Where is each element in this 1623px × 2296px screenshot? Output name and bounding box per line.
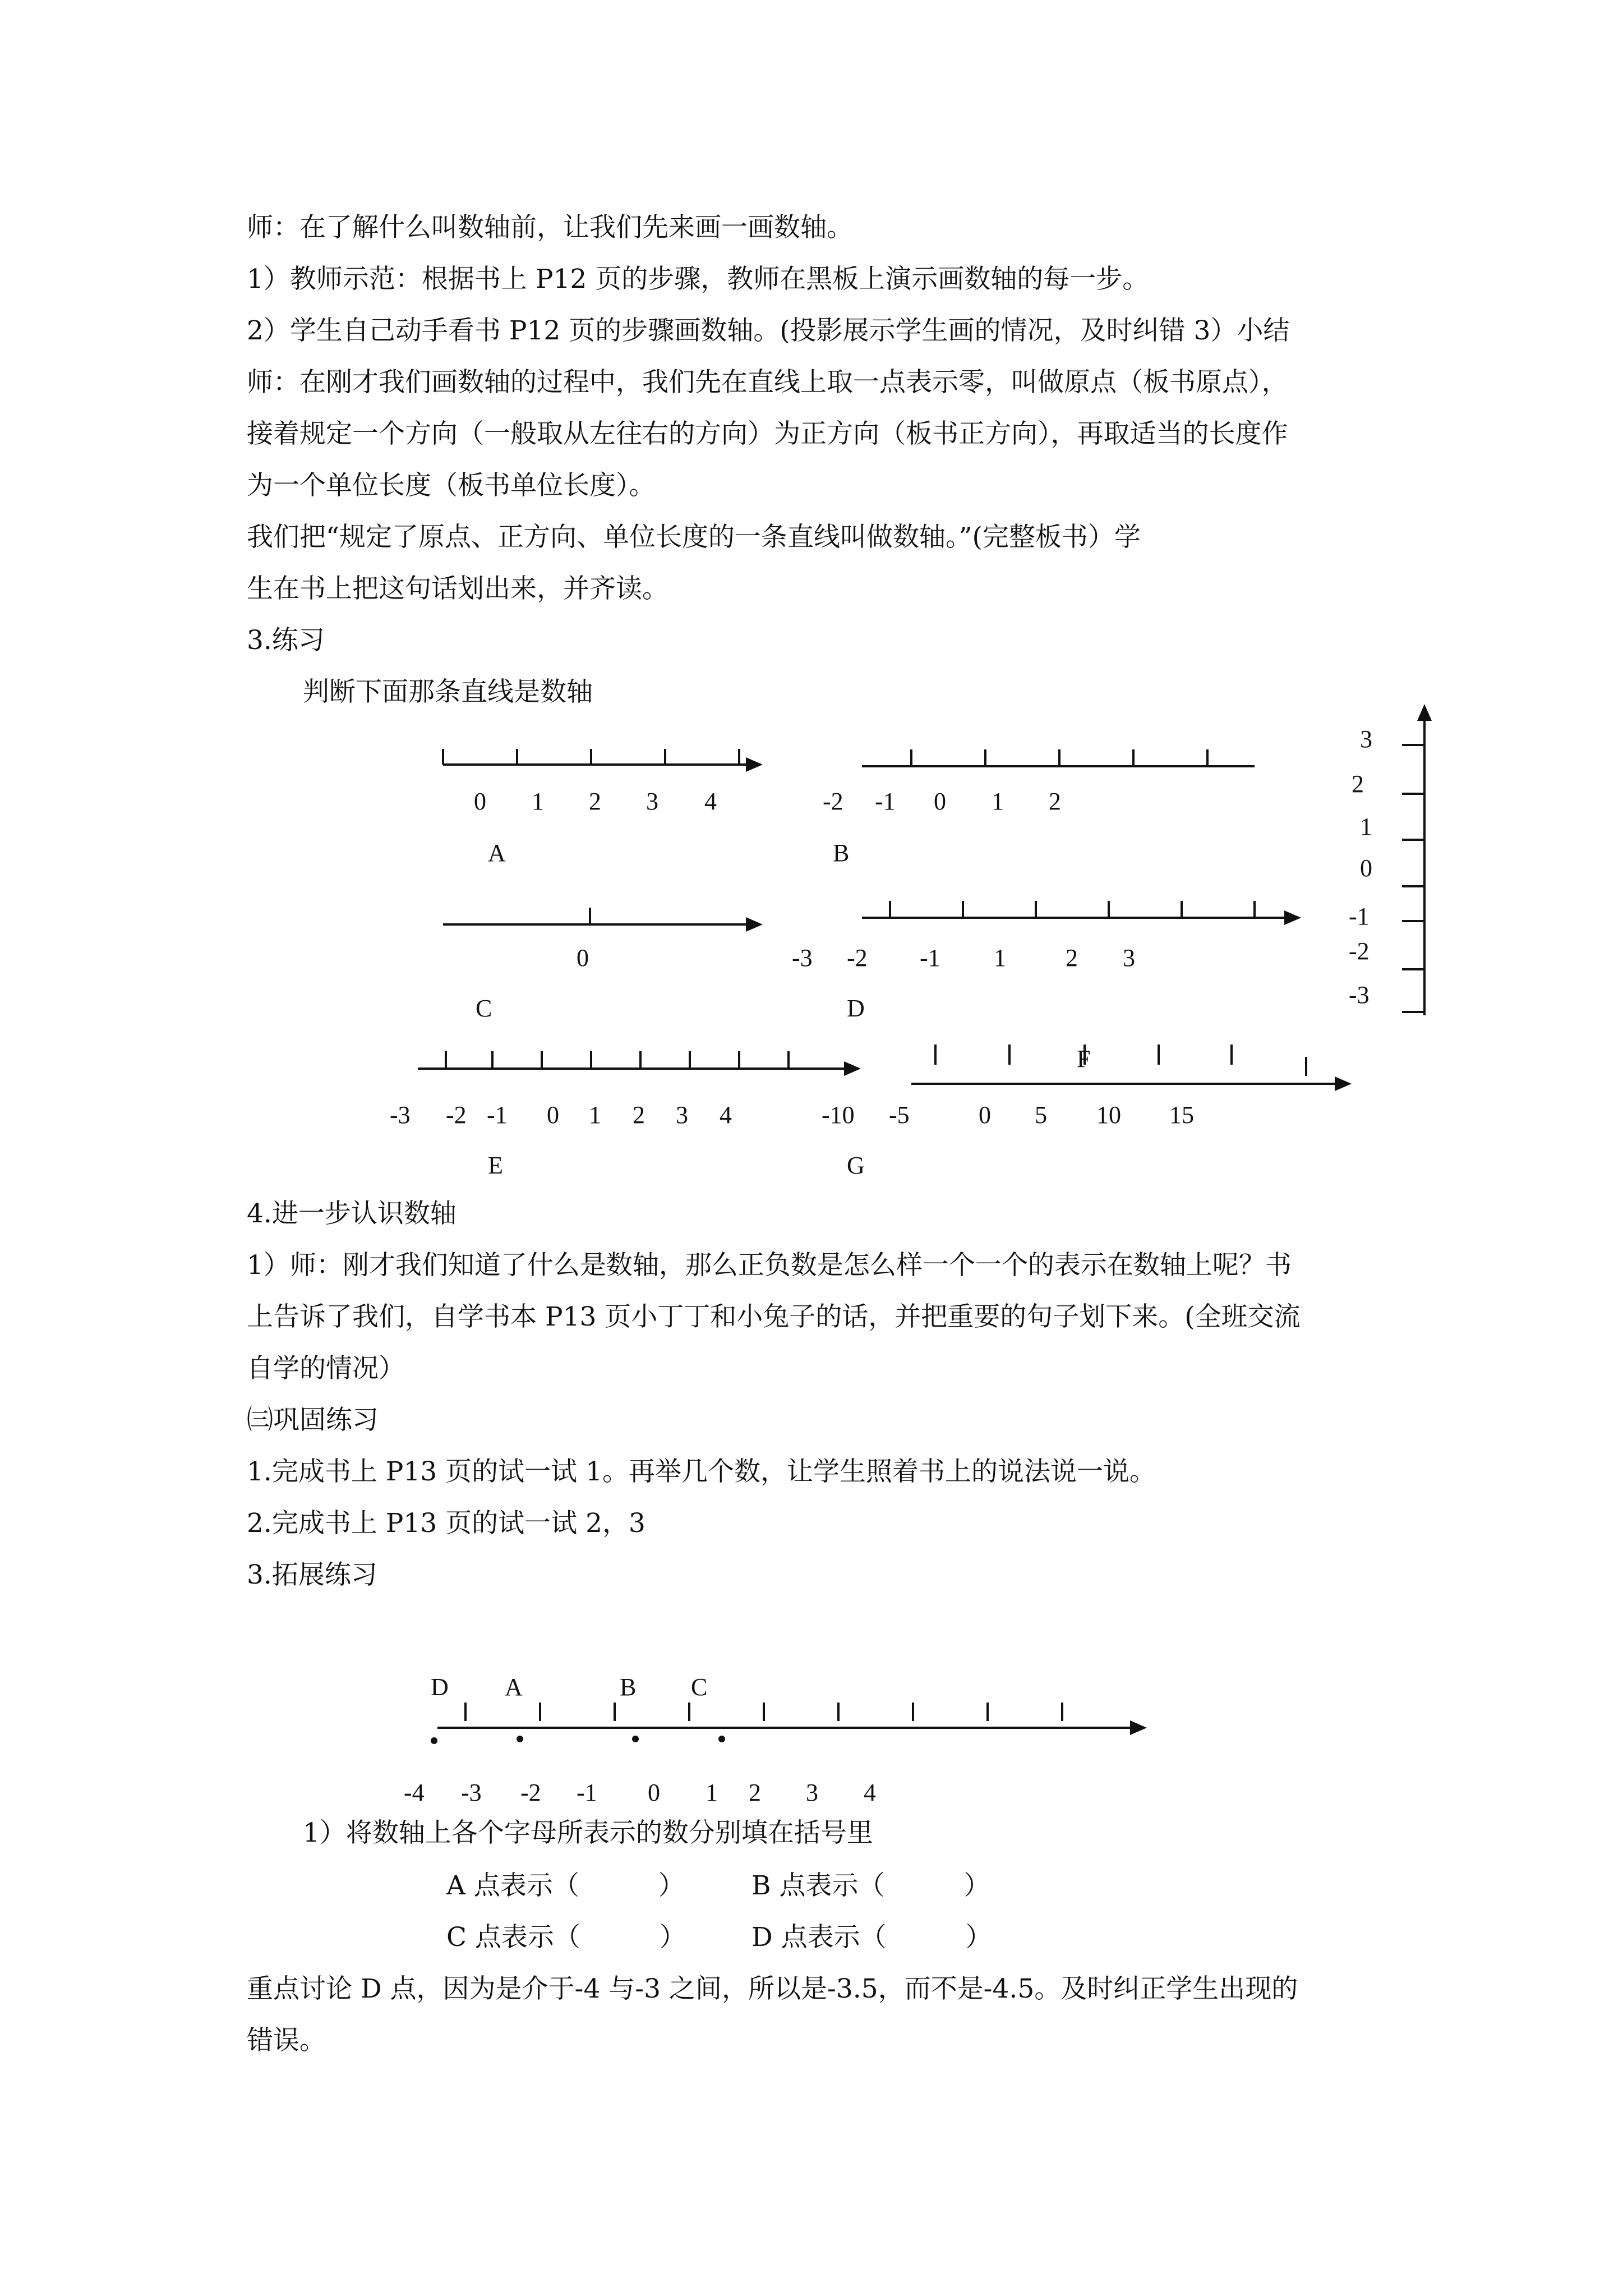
fill-blank-b: B 点表示（ ）	[751, 1870, 990, 1901]
section-heading: ㈢巩固练习	[247, 1405, 379, 1435]
tick-label: 1	[532, 788, 544, 815]
fill-blank-d: D 点表示（ ）	[751, 1922, 992, 1953]
number-line-vertical	[1402, 704, 1432, 1015]
text-line: 接着规定一个方向（一般取从左往右的方向）为正方向（板书正方向），再取适当的长度作	[247, 418, 1288, 449]
point-a	[517, 1736, 523, 1742]
tick-label: 4	[864, 1779, 876, 1806]
tick-label: 0	[648, 1779, 660, 1806]
point-letter-c: C	[691, 1673, 708, 1701]
tick-label: -3	[461, 1779, 482, 1806]
tick-label: -4	[404, 1779, 425, 1806]
exercise-prompt: 判断下面那条直线是数轴	[303, 677, 593, 707]
tick-label: -3	[390, 1101, 411, 1129]
tick-label: -1	[875, 788, 896, 815]
number-line-e	[418, 1051, 861, 1076]
tick-label: -2	[1349, 937, 1370, 965]
text-line: 重点讨论 D 点，因为是介于-4 与-3 之间，所以是-3.5，而不是-4.5。及时纠正学生出现的	[247, 1973, 1298, 2004]
tick-label: 0	[979, 1101, 991, 1129]
fill-blank-c: C 点表示（ ）	[446, 1922, 686, 1953]
number-line-a	[443, 749, 763, 772]
text-line: 师：在刚才我们画数轴的过程中，我们先在直线上取一点表示零，叫做原点（板书原点），	[247, 367, 1288, 398]
point-d	[431, 1737, 437, 1744]
tick-label: -2	[446, 1101, 467, 1129]
point-letter-b: B	[620, 1673, 637, 1701]
text-line: 生在书上把这句话划出来，并齐读。	[247, 573, 668, 604]
line-letter-d: D	[847, 995, 865, 1022]
tick-label: 1	[1360, 813, 1372, 840]
text-line: 1）师：刚才我们知道了什么是数轴，那么正负数是怎么样一个一个的表示在数轴上呢？书	[247, 1250, 1292, 1281]
tick-label: 4	[720, 1101, 732, 1129]
line-letter-c: C	[476, 995, 492, 1022]
tick-label: -1	[1349, 903, 1370, 930]
tick-label: 3	[1123, 944, 1135, 972]
text-line: 1）教师示范：根据书上 P12 页的步骤，教师在黑板上演示画数轴的每一步。	[247, 264, 1149, 295]
number-line-g	[911, 1045, 1352, 1091]
tick-label: -2	[823, 788, 843, 815]
tick-label: 2	[1352, 770, 1364, 798]
line-letter-g: G	[847, 1152, 865, 1179]
tick-label: 3	[676, 1101, 688, 1129]
tick-label: 4	[704, 788, 717, 815]
point-letter-d: D	[431, 1673, 449, 1701]
tick-label: 0	[1360, 854, 1372, 882]
tick-label: 1	[589, 1101, 601, 1129]
text-line: 师：在了解什么叫数轴前，让我们先来画一画数轴。	[247, 212, 853, 243]
text-line: 上告诉了我们，自学书本 P13 页小丁丁和小兔子的话，并把重要的句子划下来。(全班交流	[247, 1301, 1301, 1332]
tick-label: 0	[547, 1101, 559, 1129]
line-letter-a: A	[488, 839, 506, 867]
tick-label: -5	[889, 1101, 910, 1129]
tick-label: -1	[920, 944, 940, 972]
tick-label: 2	[1066, 944, 1078, 972]
tick-label: 5	[1035, 1101, 1047, 1129]
text-line: 自学的情况）	[247, 1353, 405, 1384]
tick-label: 3	[646, 788, 658, 815]
number-line-b	[862, 749, 1255, 766]
number-line-extension	[437, 1703, 1147, 1735]
tick-label: 0	[934, 788, 946, 815]
section-heading: 3.练习	[247, 625, 325, 656]
text-line: 2.完成书上 P13 页的试一试 2，3	[247, 1508, 645, 1539]
tick-label: 2	[633, 1101, 645, 1129]
fill-blank-a: A 点表示（ ）	[446, 1870, 685, 1901]
section-heading: 3.拓展练习	[247, 1559, 377, 1590]
text-line: 错误。	[247, 2025, 326, 2056]
tick-label: -2	[847, 944, 868, 972]
tick-label: 2	[749, 1779, 761, 1806]
number-line-d	[862, 901, 1301, 925]
text-line: 1）将数轴上各个字母所表示的数分别填在括号里	[303, 1818, 873, 1848]
tick-label: -1	[487, 1101, 508, 1129]
point-b	[632, 1736, 639, 1742]
point-letter-a: A	[505, 1673, 523, 1701]
text-line: 为一个单位长度（板书单位长度）。	[247, 470, 656, 501]
tick-label: 1	[706, 1779, 718, 1806]
tick-label: 0	[474, 788, 486, 815]
number-line-c	[443, 908, 763, 932]
point-c	[718, 1736, 725, 1742]
line-letter-e: E	[488, 1152, 503, 1179]
tick-label: 2	[1049, 788, 1061, 815]
tick-label: -3	[1349, 981, 1370, 1009]
tick-label: 15	[1169, 1101, 1194, 1129]
tick-label: -1	[577, 1779, 597, 1806]
tick-label: 3	[806, 1779, 818, 1806]
tick-label: 10	[1096, 1101, 1121, 1129]
tick-label: -2	[520, 1779, 541, 1806]
text-line: 2）学生自己动手看书 P12 页的步骤画数轴。(投影展示学生画的情况，及时纠错 3）小结	[247, 315, 1290, 346]
text-line: 我们把“规定了原点、正方向、单位长度的一条直线叫做数轴。”(完整板书）学	[247, 522, 1141, 553]
line-letter-f: F	[1077, 1045, 1091, 1073]
text-line: 1.完成书上 P13 页的试一试 1。再举几个数，让学生照着书上的说法说一说。	[247, 1456, 1156, 1487]
tick-label: 2	[589, 788, 601, 815]
section-heading: 4.进一步认识数轴	[247, 1198, 457, 1229]
tick-label: 0	[577, 944, 589, 972]
tick-label: 1	[994, 944, 1006, 972]
tick-label: 1	[992, 788, 1004, 815]
tick-label: -3	[792, 944, 813, 972]
tick-label: 3	[1360, 725, 1372, 753]
line-letter-b: B	[833, 839, 850, 867]
tick-label: -10	[822, 1101, 855, 1129]
